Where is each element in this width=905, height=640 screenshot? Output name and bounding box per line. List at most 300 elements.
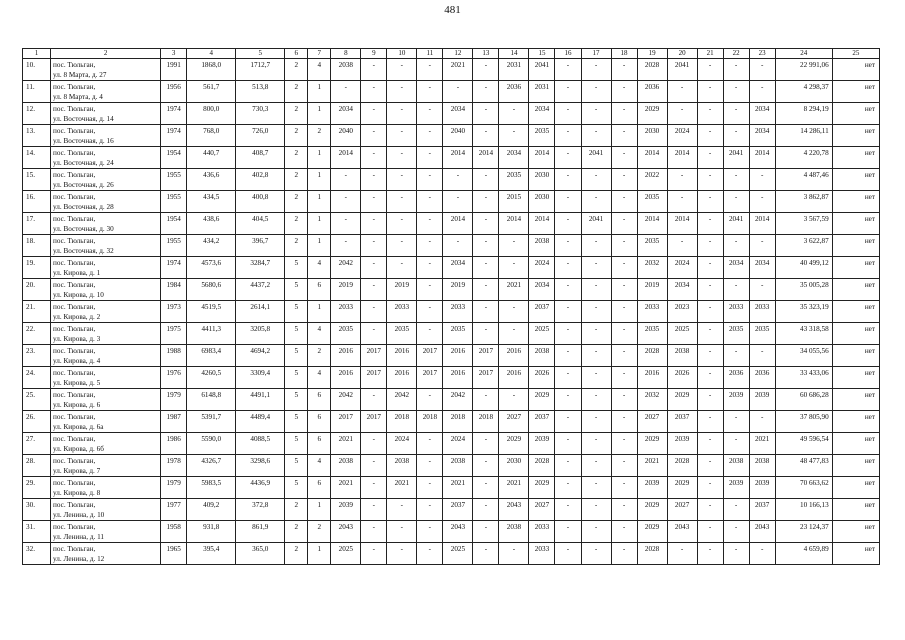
cell-col-17: - [581,499,611,521]
cell-col-10: - [387,213,417,235]
cell-col-4: 5983,5 [187,477,236,499]
cell-col-25: нет [832,169,879,191]
cell-col-3: 1979 [161,477,187,499]
address-cell [51,477,161,499]
cell-col-5: 3284,7 [236,257,285,279]
cell-col-15: 2027 [529,499,555,521]
cell-col-24: 49 596,54 [775,433,832,455]
cell-col-12: 2037 [443,499,473,521]
cell-col-16: - [555,543,581,565]
cell-col-9: - [361,191,387,213]
row-number: 12. [23,103,51,125]
cell-col-14: - [499,323,529,345]
cell-col-16: - [555,147,581,169]
cell-col-8: 2014 [331,147,361,169]
cell-col-8: 2021 [331,477,361,499]
cell-col-15: 2033 [529,521,555,543]
address-street: ул. Кирова, д. 7 [53,467,101,475]
address-cell [51,345,161,367]
address-street: ул. Ленина, д. 10 [53,511,105,519]
cell-col-5: 3205,8 [236,323,285,345]
cell-col-23: 2039 [749,477,775,499]
table-row [23,257,880,279]
cell-col-5: 400,8 [236,191,285,213]
cell-col-10: - [387,257,417,279]
cell-col-7: 6 [308,477,331,499]
column-header: 20 [667,49,697,59]
address-street: ул. Восточная, д. 28 [53,203,114,211]
cell-col-4: 5391,7 [187,411,236,433]
cell-col-11: - [417,279,443,301]
cell-col-16: - [555,499,581,521]
address-street: ул. Кирова, д. 8 [53,489,101,497]
address-settlement: пос. Тюльган, [53,171,96,179]
cell-col-7: 6 [308,279,331,301]
cell-col-8: - [331,169,361,191]
cell-col-15: 2024 [529,257,555,279]
cell-col-12: 2016 [443,367,473,389]
cell-col-21: - [697,433,723,455]
cell-col-18: - [611,279,637,301]
address-cell [51,147,161,169]
cell-col-13: - [473,169,499,191]
cell-col-25: нет [832,191,879,213]
cell-col-15: 2029 [529,389,555,411]
cell-col-4: 409,2 [187,499,236,521]
cell-col-16: - [555,257,581,279]
row-number: 26. [23,411,51,433]
cell-col-14: 2043 [499,499,529,521]
cell-col-6: 5 [285,323,308,345]
cell-col-3: 1987 [161,411,187,433]
cell-col-14: 2036 [499,81,529,103]
cell-col-14: 2015 [499,191,529,213]
address-settlement: пос. Тюльган, [53,413,96,421]
cell-col-10: 2038 [387,455,417,477]
cell-col-11: - [417,433,443,455]
cell-col-18: - [611,103,637,125]
cell-col-10: - [387,147,417,169]
address-cell [51,499,161,521]
cell-col-13: - [473,279,499,301]
cell-col-20: 2037 [667,411,697,433]
cell-col-18: - [611,125,637,147]
address-settlement: пос. Тюльган, [53,193,96,201]
cell-col-3: 1988 [161,345,187,367]
cell-col-20: 2027 [667,499,697,521]
cell-col-20: - [667,235,697,257]
cell-col-22: 2039 [723,477,749,499]
cell-col-14: 2035 [499,169,529,191]
page-number: 481 [444,4,461,16]
cell-col-18: - [611,499,637,521]
cell-col-14: - [499,125,529,147]
cell-col-4: 768,0 [187,125,236,147]
cell-col-12: 2038 [443,455,473,477]
cell-col-17: - [581,301,611,323]
cell-col-23: 2033 [749,301,775,323]
cell-col-19: 2035 [637,323,667,345]
cell-col-3: 1979 [161,389,187,411]
cell-col-9: - [361,389,387,411]
cell-col-21: - [697,389,723,411]
row-number: 24. [23,367,51,389]
cell-col-17: - [581,455,611,477]
cell-col-7: 1 [308,499,331,521]
cell-col-6: 5 [285,345,308,367]
cell-col-11: - [417,235,443,257]
cell-col-11: 2017 [417,345,443,367]
cell-col-5: 3309,4 [236,367,285,389]
cell-col-5: 4491,1 [236,389,285,411]
cell-col-21: - [697,477,723,499]
cell-col-9: - [361,301,387,323]
cell-col-8: 2042 [331,389,361,411]
cell-col-25: нет [832,59,879,81]
cell-col-20: 2026 [667,367,697,389]
cell-col-11: 2017 [417,367,443,389]
cell-col-17: - [581,389,611,411]
cell-col-24: 23 124,37 [775,521,832,543]
cell-col-12: 2034 [443,257,473,279]
cell-col-17: - [581,257,611,279]
cell-col-8: 2016 [331,367,361,389]
cell-col-14: 2027 [499,411,529,433]
table-row [23,81,880,103]
cell-col-21: - [697,499,723,521]
cell-col-14: - [499,389,529,411]
cell-col-25: нет [832,81,879,103]
cell-col-20: 2024 [667,257,697,279]
cell-col-25: нет [832,499,879,521]
cell-col-24: 3 862,87 [775,191,832,213]
cell-col-6: 5 [285,411,308,433]
cell-col-11: - [417,169,443,191]
cell-col-10: 2042 [387,389,417,411]
cell-col-25: нет [832,213,879,235]
address-cell [51,169,161,191]
cell-col-21: - [697,521,723,543]
cell-col-3: 1956 [161,81,187,103]
cell-col-13: - [473,543,499,565]
cell-col-12: 2034 [443,103,473,125]
cell-col-16: - [555,367,581,389]
cell-col-18: - [611,543,637,565]
cell-col-15: 2029 [529,477,555,499]
cell-col-11: - [417,257,443,279]
cell-col-13: 2018 [473,411,499,433]
cell-col-24: 70 663,62 [775,477,832,499]
cell-col-17: - [581,279,611,301]
cell-col-22: 2041 [723,147,749,169]
cell-col-15: 2031 [529,81,555,103]
address-settlement: пос. Тюльган, [53,149,96,157]
cell-col-6: 2 [285,499,308,521]
cell-col-12: 2025 [443,543,473,565]
cell-col-21: - [697,323,723,345]
cell-col-16: - [555,59,581,81]
cell-col-4: 4411,3 [187,323,236,345]
address-cell [51,433,161,455]
cell-col-23: - [749,345,775,367]
cell-col-10: 2018 [387,411,417,433]
row-number: 22. [23,323,51,345]
cell-col-8: - [331,191,361,213]
cell-col-11: - [417,301,443,323]
cell-col-6: 2 [285,125,308,147]
cell-col-22: - [723,543,749,565]
address-settlement: пос. Тюльган, [53,105,96,113]
cell-col-12: 2035 [443,323,473,345]
cell-col-20: 2024 [667,125,697,147]
cell-col-17: - [581,521,611,543]
cell-col-6: 5 [285,367,308,389]
cell-col-21: - [697,213,723,235]
cell-col-23: 2037 [749,499,775,521]
cell-col-5: 408,7 [236,147,285,169]
cell-col-12: - [443,169,473,191]
cell-col-11: - [417,81,443,103]
cell-col-21: - [697,59,723,81]
cell-col-13: - [473,59,499,81]
cell-col-24: 40 499,12 [775,257,832,279]
cell-col-5: 404,5 [236,213,285,235]
cell-col-8: 2038 [331,455,361,477]
row-number: 32. [23,543,51,565]
cell-col-5: 4436,9 [236,477,285,499]
column-header: 5 [236,49,285,59]
cell-col-17: - [581,235,611,257]
cell-col-7: 4 [308,455,331,477]
cell-col-11: - [417,213,443,235]
cell-col-24: 3 567,59 [775,213,832,235]
cell-col-14: 2021 [499,477,529,499]
cell-col-7: 1 [308,169,331,191]
cell-col-14: - [499,257,529,279]
cell-col-6: 5 [285,301,308,323]
cell-col-19: 2036 [637,81,667,103]
cell-col-13: - [473,521,499,543]
cell-col-24: 35 323,19 [775,301,832,323]
cell-col-17: - [581,103,611,125]
cell-col-22: 2034 [723,257,749,279]
cell-col-24: 34 055,56 [775,345,832,367]
cell-col-25: нет [832,389,879,411]
row-number: 14. [23,147,51,169]
cell-col-23: - [749,543,775,565]
cell-col-22: - [723,521,749,543]
cell-col-3: 1974 [161,125,187,147]
cell-col-13: - [473,323,499,345]
cell-col-8: 2033 [331,301,361,323]
table-row [23,147,880,169]
cell-col-7: 4 [308,59,331,81]
cell-col-7: 6 [308,411,331,433]
cell-col-22: - [723,103,749,125]
cell-col-20: 2043 [667,521,697,543]
cell-col-20: 2029 [667,389,697,411]
cell-col-21: - [697,103,723,125]
cell-col-13: 2014 [473,147,499,169]
cell-col-18: - [611,477,637,499]
address-settlement: пос. Тюльган, [53,61,96,69]
table-body [23,49,880,565]
row-number: 21. [23,301,51,323]
cell-col-14: - [499,301,529,323]
cell-col-10: 2024 [387,433,417,455]
cell-col-9: 2017 [361,367,387,389]
cell-col-4: 5590,0 [187,433,236,455]
cell-col-3: 1975 [161,323,187,345]
cell-col-13: 2017 [473,367,499,389]
cell-col-15: 2037 [529,301,555,323]
column-header: 12 [443,49,473,59]
cell-col-21: - [697,257,723,279]
table-row [23,345,880,367]
cell-col-7: 1 [308,103,331,125]
row-number: 25. [23,389,51,411]
cell-col-8: 2025 [331,543,361,565]
cell-col-12: 2021 [443,59,473,81]
cell-col-5: 4437,2 [236,279,285,301]
cell-col-3: 1954 [161,213,187,235]
cell-col-4: 436,6 [187,169,236,191]
cell-col-11: - [417,125,443,147]
cell-col-18: - [611,345,637,367]
cell-col-6: 2 [285,147,308,169]
table-row [23,499,880,521]
cell-col-7: 1 [308,301,331,323]
table-row [23,213,880,235]
cell-col-15: 2034 [529,279,555,301]
address-cell [51,103,161,125]
address-street: ул. Кирова, д. 4 [53,357,101,365]
cell-col-21: - [697,279,723,301]
cell-col-9: - [361,279,387,301]
cell-col-15: 2033 [529,543,555,565]
cell-col-22: 2039 [723,389,749,411]
address-street: ул. Кирова, д. 10 [53,291,104,299]
cell-col-17: - [581,323,611,345]
cell-col-23: 2039 [749,389,775,411]
column-header: 23 [749,49,775,59]
address-cell [51,279,161,301]
cell-col-25: нет [832,477,879,499]
cell-col-16: - [555,411,581,433]
cell-col-25: нет [832,301,879,323]
cell-col-20: 2029 [667,477,697,499]
cell-col-16: - [555,103,581,125]
table-row [23,521,880,543]
cell-col-24: 4 487,46 [775,169,832,191]
cell-col-6: 2 [285,191,308,213]
cell-col-7: 4 [308,367,331,389]
cell-col-15: 2037 [529,411,555,433]
cell-col-20: 2014 [667,213,697,235]
address-street: ул. Восточная, д. 30 [53,225,114,233]
row-number: 27. [23,433,51,455]
cell-col-11: - [417,477,443,499]
cell-col-23: 2038 [749,455,775,477]
cell-col-3: 1954 [161,147,187,169]
cell-col-6: 2 [285,543,308,565]
cell-col-3: 1986 [161,433,187,455]
cell-col-6: 2 [285,235,308,257]
cell-col-9: - [361,477,387,499]
cell-col-23: 2014 [749,213,775,235]
cell-col-13: 2017 [473,345,499,367]
cell-col-9: - [361,125,387,147]
cell-col-3: 1976 [161,367,187,389]
cell-col-24: 33 433,06 [775,367,832,389]
cell-col-20: 2014 [667,147,697,169]
address-settlement: пос. Тюльган, [53,127,96,135]
cell-col-19: 2028 [637,543,667,565]
cell-col-10: - [387,235,417,257]
cell-col-7: 6 [308,389,331,411]
address-cell [51,323,161,345]
cell-col-18: - [611,521,637,543]
cell-col-17: - [581,411,611,433]
cell-col-19: 2021 [637,455,667,477]
cell-col-8: 2034 [331,103,361,125]
address-settlement: пос. Тюльган, [53,259,96,267]
cell-col-19: 2016 [637,367,667,389]
cell-col-4: 395,4 [187,543,236,565]
address-street: ул. Восточная, д. 24 [53,159,114,167]
cell-col-11: - [417,543,443,565]
cell-col-8: 2016 [331,345,361,367]
address-street: ул. Кирова, д. 3 [53,335,101,343]
cell-col-4: 5680,6 [187,279,236,301]
cell-col-9: - [361,323,387,345]
cell-col-13: - [473,191,499,213]
cell-col-24: 8 294,19 [775,103,832,125]
cell-col-19: 2029 [637,499,667,521]
cell-col-4: 440,7 [187,147,236,169]
address-cell [51,301,161,323]
table-row [23,191,880,213]
cell-col-21: - [697,301,723,323]
cell-col-9: - [361,81,387,103]
address-cell [51,257,161,279]
cell-col-10: - [387,521,417,543]
column-header: 9 [361,49,387,59]
table-row [23,433,880,455]
cell-col-21: - [697,455,723,477]
column-header: 21 [697,49,723,59]
cell-col-19: 2029 [637,521,667,543]
address-cell [51,367,161,389]
cell-col-4: 438,6 [187,213,236,235]
cell-col-6: 2 [285,59,308,81]
cell-col-17: - [581,169,611,191]
cell-col-23: 2036 [749,367,775,389]
row-number: 20. [23,279,51,301]
table-row [23,235,880,257]
cell-col-15: 2038 [529,345,555,367]
cell-col-10: 2033 [387,301,417,323]
cell-col-12: 2019 [443,279,473,301]
cell-col-22: - [723,59,749,81]
cell-col-19: 2028 [637,345,667,367]
cell-col-9: - [361,521,387,543]
cell-col-17: 2041 [581,213,611,235]
cell-col-24: 43 318,58 [775,323,832,345]
cell-col-16: - [555,433,581,455]
cell-col-6: 2 [285,521,308,543]
cell-col-20: 2025 [667,323,697,345]
